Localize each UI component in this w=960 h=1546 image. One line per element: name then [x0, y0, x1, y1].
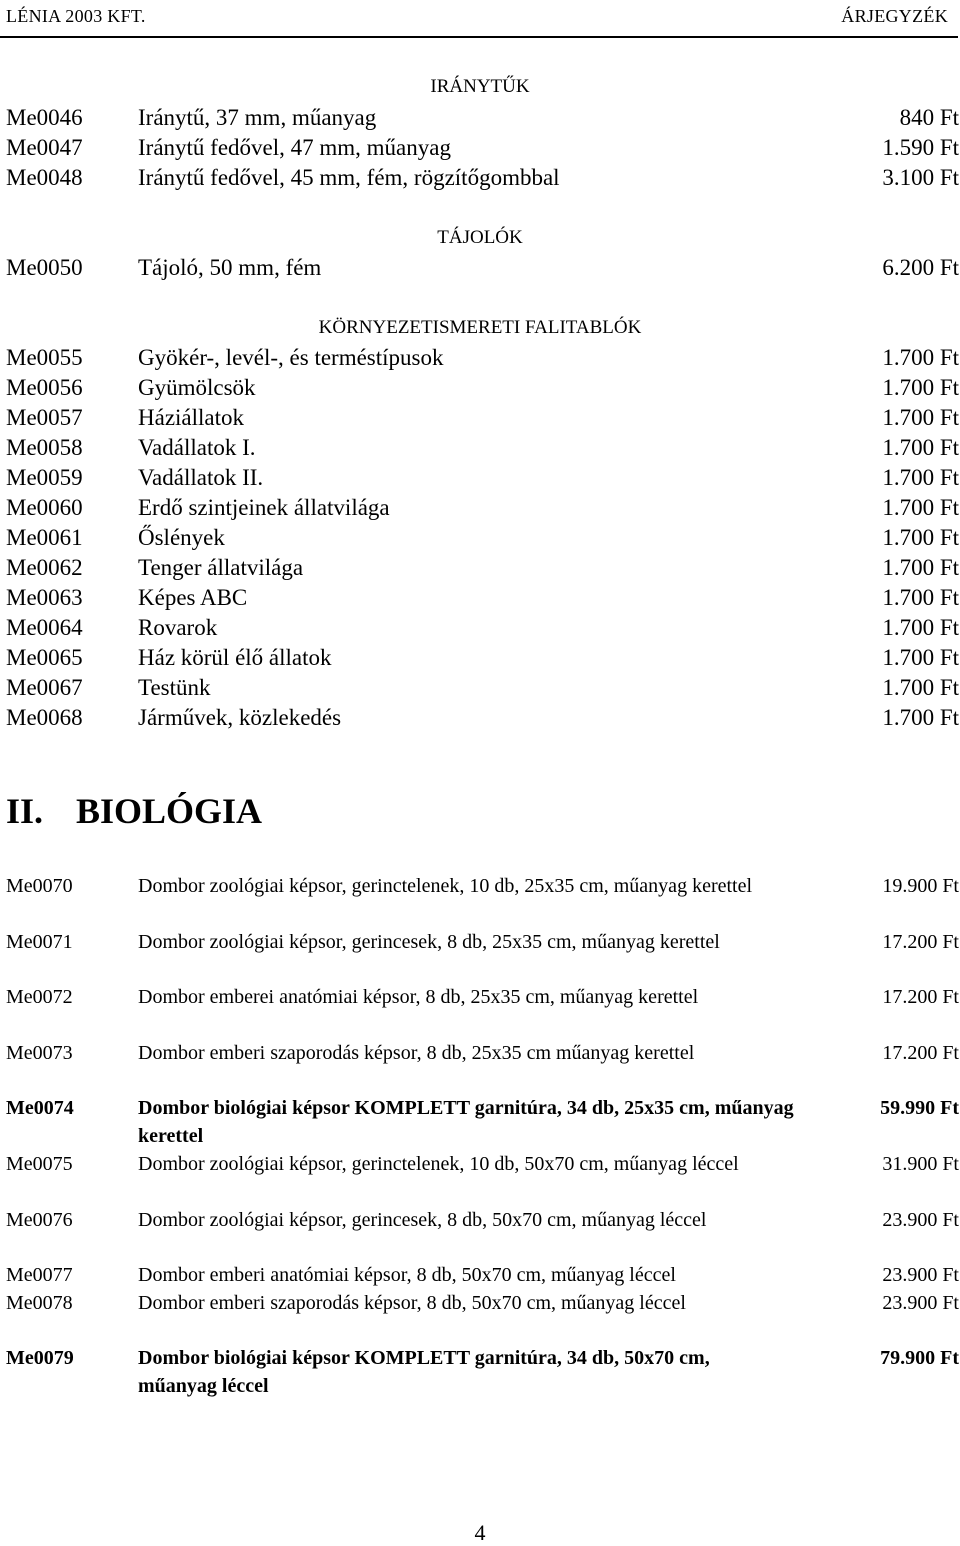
product-price: 17.200 Ft [882, 1042, 959, 1064]
product-price: 1.700 Ft [882, 645, 959, 670]
product-code: Me0062 [6, 555, 83, 580]
product-name: Erdő szintjeinek állatvilága [138, 495, 390, 520]
product-name: Ház körül élő állatok [138, 645, 332, 670]
price-row [0, 493, 960, 523]
product-price: 19.900 Ft [882, 875, 959, 897]
section-title-tajolok: TÁJOLÓK [437, 227, 523, 248]
product-name: Rovarok [138, 615, 218, 640]
product-price: 1.700 Ft [882, 555, 959, 580]
product-code: Me0057 [6, 405, 83, 430]
chapter-title: BIOLÓGIA [76, 791, 263, 831]
product-price: 59.990 Ft [880, 1097, 959, 1119]
product-name: Dombor biológiai képsor KOMPLETT garnitúra, 34 db, 50x70 cm, műanyag léccel [138, 1347, 710, 1397]
product-code: Me0071 [6, 931, 73, 953]
product-code: Me0047 [6, 135, 83, 160]
product-name: Dombor zoológiai képsor, gerinctelenek, 10 db, 25x35 cm, műanyag kerettel [138, 875, 753, 897]
product-name: Dombor emberei anatómiai képsor, 8 db, 25x35 cm, műanyag kerettel [138, 986, 699, 1008]
product-price: 1.700 Ft [882, 675, 959, 700]
company-name: LÉNIA 2003 KFT. [6, 6, 146, 26]
product-name: Gyökér-, levél-, és terméstípusok [138, 345, 444, 370]
product-name: Képes ABC [138, 585, 248, 610]
header-divider [0, 36, 958, 38]
price-row [0, 433, 960, 463]
product-price: 17.200 Ft [882, 931, 959, 953]
product-name: Járművek, közlekedés [138, 705, 342, 730]
product-name: Dombor zoológiai képsor, gerincesek, 8 db, 25x35 cm, műanyag kerettel [138, 931, 720, 953]
product-name: Dombor zoológiai képsor, gerinctelenek, 10 db, 50x70 cm, műanyag léccel [138, 1153, 739, 1175]
price-row [0, 673, 960, 703]
product-price: 6.200 Ft [882, 255, 959, 280]
product-price: 1.700 Ft [882, 705, 959, 730]
product-name: Vadállatok II. [138, 465, 264, 490]
product-price: 1.700 Ft [882, 525, 959, 550]
chapter-heading [6, 790, 262, 832]
product-price: 1.700 Ft [882, 465, 959, 490]
product-code: Me0073 [6, 1042, 73, 1064]
price-row [0, 523, 960, 553]
product-code: Me0060 [6, 495, 83, 520]
product-code: Me0048 [6, 165, 83, 190]
product-price: 1.700 Ft [882, 375, 959, 400]
product-price: 840 Ft [899, 105, 959, 130]
product-name: Őslények [138, 525, 225, 550]
product-price: 1.700 Ft [882, 435, 959, 460]
product-name: Dombor emberi szaporodás képsor, 8 db, 50x70 cm, műanyag léccel [138, 1292, 686, 1314]
product-code: Me0065 [6, 645, 83, 670]
product-price: 1.700 Ft [882, 585, 959, 610]
product-name: Dombor emberi anatómiai képsor, 8 db, 50x70 cm, műanyag léccel [138, 1264, 676, 1286]
product-code: Me0063 [6, 585, 83, 610]
product-price: 31.900 Ft [882, 1153, 959, 1175]
product-code: Me0074 [6, 1097, 74, 1119]
price-row [0, 463, 960, 493]
price-row [0, 403, 960, 433]
price-row [0, 163, 960, 193]
product-code: Me0046 [6, 105, 83, 130]
product-price: 23.900 Ft [882, 1209, 959, 1231]
product-code: Me0079 [6, 1347, 74, 1369]
product-code: Me0072 [6, 986, 73, 1008]
product-price: 17.200 Ft [882, 986, 959, 1008]
product-code: Me0076 [6, 1209, 73, 1231]
product-code: Me0075 [6, 1153, 73, 1175]
product-name: Gyümölcsök [138, 375, 256, 400]
price-row [0, 703, 960, 733]
product-code: Me0059 [6, 465, 83, 490]
section-title-falitablok: KÖRNYEZETISMERETI FALITABLÓK [318, 317, 642, 338]
product-price: 1.700 Ft [882, 345, 959, 370]
product-name: Tájoló, 50 mm, fém [138, 255, 322, 280]
product-code: Me0055 [6, 345, 83, 370]
product-code: Me0070 [6, 875, 73, 897]
price-row [0, 103, 960, 133]
product-price: 1.590 Ft [882, 135, 959, 160]
product-name: Testünk [138, 675, 211, 700]
product-price: 23.900 Ft [882, 1264, 959, 1286]
product-price: 1.700 Ft [882, 495, 959, 520]
product-name: Dombor biológiai képsor KOMPLETT garnitúra, 34 db, 25x35 cm, műanyag kerettel [138, 1097, 794, 1147]
product-code: Me0058 [6, 435, 83, 460]
chapter-number: II. [6, 791, 44, 831]
product-code: Me0067 [6, 675, 83, 700]
price-row [0, 373, 960, 403]
product-code: Me0068 [6, 705, 83, 730]
price-row [0, 343, 960, 373]
product-name: Iránytű, 37 mm, műanyag [138, 105, 377, 130]
section-title-iranytuk: IRÁNYTŰK [430, 76, 530, 97]
product-name: Iránytű fedővel, 45 mm, fém, rögzítőgombbal [138, 165, 560, 190]
product-name: Háziállatok [138, 405, 245, 430]
price-row [0, 583, 960, 613]
page-number: 4 [474, 1520, 486, 1545]
product-code: Me0077 [6, 1264, 73, 1286]
product-price: 79.900 Ft [880, 1347, 959, 1369]
product-name: Iránytű fedővel, 47 mm, műanyag [138, 135, 451, 160]
product-price: 3.100 Ft [882, 165, 959, 190]
product-price: 23.900 Ft [882, 1292, 959, 1314]
product-price: 1.700 Ft [882, 615, 959, 640]
document-title: ÁRJEGYZÉK [841, 6, 948, 26]
product-name: Tenger állatvilága [138, 555, 304, 580]
product-code: Me0056 [6, 375, 83, 400]
product-name: Vadállatok I. [138, 435, 256, 460]
product-code: Me0061 [6, 525, 83, 550]
price-row [0, 643, 960, 673]
product-name: Dombor zoológiai képsor, gerincesek, 8 db, 50x70 cm, műanyag léccel [138, 1209, 707, 1231]
product-code: Me0078 [6, 1292, 73, 1314]
product-price: 1.700 Ft [882, 405, 959, 430]
price-row [0, 133, 960, 163]
price-row [0, 553, 960, 583]
price-row [0, 613, 960, 643]
page-header [6, 6, 948, 34]
product-code: Me0050 [6, 255, 83, 280]
price-row [0, 253, 960, 283]
product-name: Dombor emberi szaporodás képsor, 8 db, 25x35 cm műanyag kerettel [138, 1042, 695, 1064]
product-code: Me0064 [6, 615, 83, 640]
